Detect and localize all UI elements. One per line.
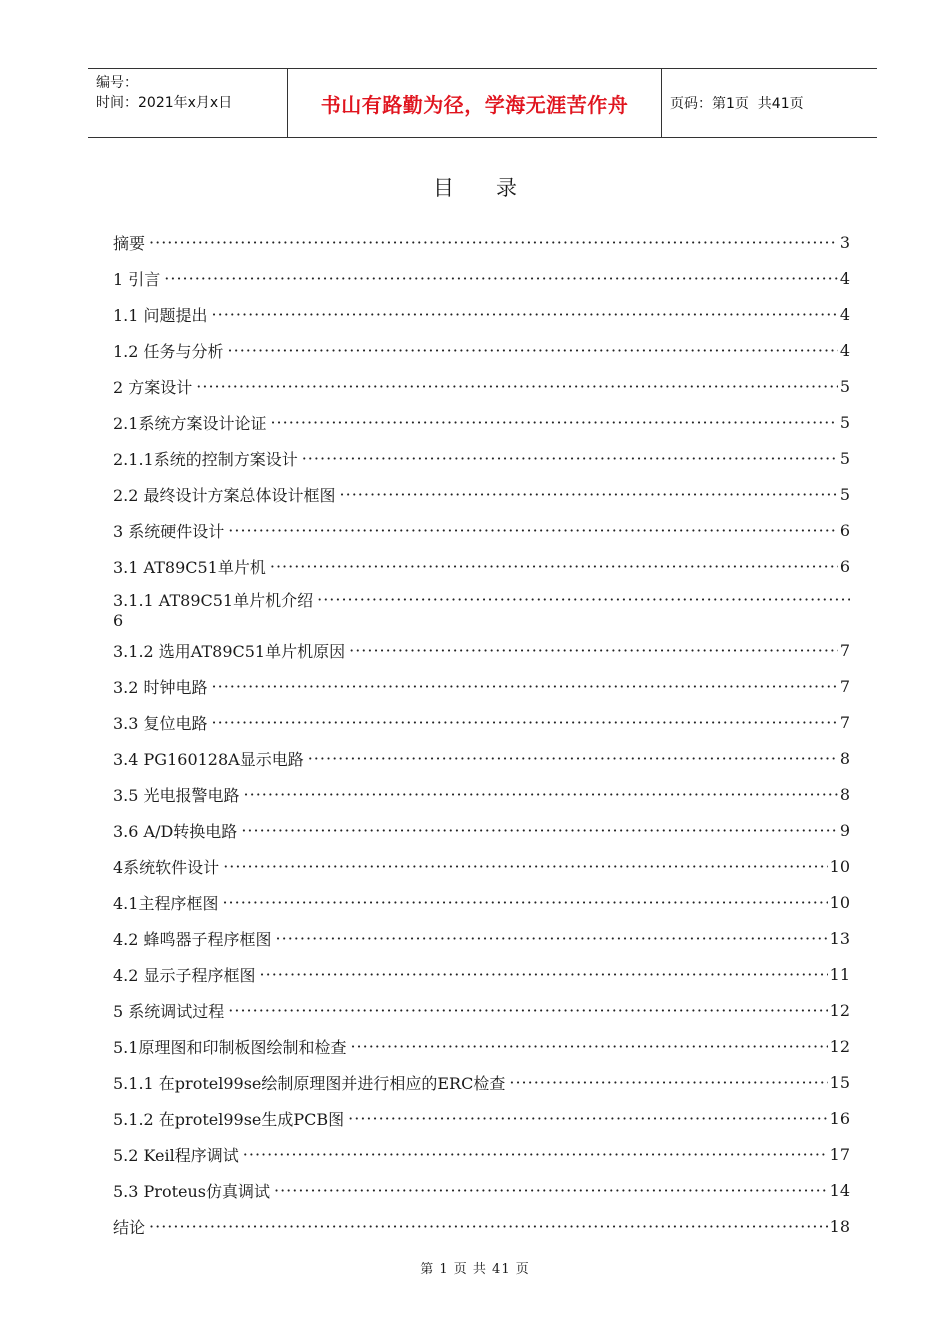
toc-entry[interactable] xyxy=(113,476,850,512)
toc-leader-dots xyxy=(340,485,838,504)
toc-entry-label: 4.2 蜂鸣器子程序框图 xyxy=(113,929,272,949)
toc-entry-page: 5 xyxy=(839,484,850,504)
toc-leader-dots xyxy=(244,785,838,804)
toc-entry-page: 13 xyxy=(829,928,850,948)
toc-entry[interactable] xyxy=(113,224,850,260)
header-table xyxy=(88,68,877,138)
toc-entry-page: 11 xyxy=(829,964,850,984)
toc-entry-label: 3.2 时钟电路 xyxy=(113,677,208,697)
toc-entry-label: 5.1.2 在protel99se生成PCB图 xyxy=(113,1109,345,1129)
toc-entry[interactable] xyxy=(113,956,850,992)
toc-leader-dots xyxy=(196,377,838,396)
toc-entry-page: 5 xyxy=(839,448,850,468)
toc-entry-page: 8 xyxy=(839,784,850,804)
toc-entry[interactable] xyxy=(113,1028,850,1064)
toc-entry-label: 5.1.1 在protel99se绘制原理图并进行相应的ERC检查 xyxy=(113,1073,506,1093)
toc-entry[interactable] xyxy=(113,776,850,812)
toc-entry-page: 10 xyxy=(829,856,850,876)
toc-entry[interactable] xyxy=(113,848,850,884)
toc-leader-dots xyxy=(228,341,838,360)
toc-entry-page: 4 xyxy=(839,304,850,324)
toc-entry-page: 16 xyxy=(829,1108,850,1128)
toc-entry-label: 2 方案设计 xyxy=(113,377,193,397)
table-of-contents xyxy=(113,224,850,1244)
toc-entry-label: 1.1 问题提出 xyxy=(113,305,208,325)
toc-entry[interactable] xyxy=(113,440,850,476)
toc-leader-dots xyxy=(349,641,838,660)
toc-entry-label: 2.1系统方案设计论证 xyxy=(113,413,267,433)
toc-leader-dots xyxy=(243,1145,828,1164)
toc-entry[interactable] xyxy=(113,368,850,404)
toc-leader-dots xyxy=(223,857,827,876)
toc-entry-label: 3 系统硬件设计 xyxy=(113,521,225,541)
header-motto: 书山有路勤为径，学海无涯苦作舟 xyxy=(320,92,629,117)
toc-entry-page: 15 xyxy=(829,1072,850,1092)
header-page-info: 页码：第1页 共41页 xyxy=(670,96,804,112)
toc-entry-page: 3 xyxy=(839,232,850,252)
toc-entry[interactable] xyxy=(113,668,850,704)
toc-leader-dots xyxy=(276,929,828,948)
toc-entry-page: 7 xyxy=(839,676,850,696)
toc-leader-dots xyxy=(212,305,838,324)
toc-entry[interactable] xyxy=(113,992,850,1028)
toc-leader-dots xyxy=(164,269,838,288)
toc-entry-label: 1 引言 xyxy=(113,269,161,289)
toc-entry-page: 18 xyxy=(829,1216,850,1236)
toc-entry-label: 3.5 光电报警电路 xyxy=(113,785,240,805)
toc-entry-label: 5 系统调试过程 xyxy=(113,1001,225,1021)
header-meta xyxy=(96,73,286,113)
toc-entry-page: 14 xyxy=(829,1180,850,1200)
toc-leader-dots xyxy=(317,590,850,609)
time-label: 时间：2021年x月x日 xyxy=(96,95,233,111)
toc-entry-page: 6 xyxy=(113,611,124,630)
toc-leader-dots xyxy=(302,449,838,468)
toc-entry-page: 10 xyxy=(829,892,850,912)
toc-entry-label: 5.2 Keil程序调试 xyxy=(113,1145,239,1165)
toc-entry[interactable] xyxy=(113,404,850,440)
toc-entry-page: 8 xyxy=(839,748,850,768)
toc-entry-label: 摘要 xyxy=(113,233,146,253)
toc-entry-label: 4.1主程序框图 xyxy=(113,893,219,913)
toc-entry[interactable] xyxy=(113,1064,850,1100)
toc-leader-dots xyxy=(149,233,838,252)
toc-entry-page: 9 xyxy=(839,820,850,840)
toc-entry[interactable] xyxy=(113,1172,850,1208)
toc-leader-dots xyxy=(509,1073,827,1092)
toc-entry-label: 5.3 Proteus仿真调试 xyxy=(113,1181,270,1201)
toc-entry[interactable] xyxy=(113,1208,850,1244)
toc-leader-dots xyxy=(222,893,827,912)
toc-entry-page: 5 xyxy=(839,376,850,396)
toc-entry-page: 4 xyxy=(839,268,850,288)
toc-leader-dots xyxy=(149,1217,828,1236)
toc-entry[interactable] xyxy=(113,632,850,668)
toc-leader-dots xyxy=(228,1001,827,1020)
toc-entry-label: 3.1.1 AT89C51单片机介绍 xyxy=(113,590,314,610)
toc-leader-dots xyxy=(212,713,838,732)
toc-leader-dots xyxy=(270,557,838,576)
toc-entry[interactable] xyxy=(113,260,850,296)
toc-leader-dots xyxy=(274,1181,828,1200)
toc-leader-dots xyxy=(260,965,828,984)
toc-entry[interactable] xyxy=(113,704,850,740)
toc-entry-label: 1.2 任务与分析 xyxy=(113,341,224,361)
toc-entry[interactable] xyxy=(113,920,850,956)
toc-leader-dots xyxy=(350,1037,827,1056)
header-divider xyxy=(661,69,662,137)
toc-entry-label: 4系统软件设计 xyxy=(113,857,220,877)
toc-leader-dots xyxy=(270,413,837,432)
toc-leader-dots xyxy=(241,821,838,840)
toc-entry[interactable] xyxy=(113,884,850,920)
toc-entry-page: 6 xyxy=(839,520,850,540)
toc-entry-page: 5 xyxy=(839,412,850,432)
toc-entry-label: 4.2 显示子程序框图 xyxy=(113,965,256,985)
toc-entry-label: 3.1 AT89C51单片机 xyxy=(113,557,266,577)
page-footer: 第 1 页 共 41 页 xyxy=(420,1262,530,1277)
toc-entry-page: 7 xyxy=(839,640,850,660)
toc-entry-label: 3.4 PG160128A显示电路 xyxy=(113,749,304,769)
toc-entry-label: 2.2 最终设计方案总体设计框图 xyxy=(113,485,336,505)
toc-entry[interactable] xyxy=(113,588,850,632)
toc-entry-label: 5.1原理图和印制板图绘制和检查 xyxy=(113,1037,347,1057)
toc-entry-page: 17 xyxy=(829,1144,850,1164)
toc-entry-label: 结论 xyxy=(113,1217,146,1237)
toc-entry[interactable] xyxy=(113,812,850,848)
toc-entry[interactable] xyxy=(113,332,850,368)
toc-leader-dots xyxy=(228,521,838,540)
toc-entry-page: 7 xyxy=(839,712,850,732)
toc-entry[interactable] xyxy=(113,1136,850,1172)
toc-leader-dots xyxy=(308,749,838,768)
toc-entry[interactable] xyxy=(113,1100,850,1136)
toc-entry-label: 3.1.2 选用AT89C51单片机原因 xyxy=(113,641,346,661)
toc-leader-dots xyxy=(212,677,838,696)
toc-entry-page: 6 xyxy=(839,556,850,576)
toc-entry[interactable] xyxy=(113,296,850,332)
toc-entry[interactable] xyxy=(113,740,850,776)
toc-entry-page: 4 xyxy=(839,340,850,360)
toc-entry-label: 3.6 A/D转换电路 xyxy=(113,821,238,841)
toc-entry[interactable] xyxy=(113,512,850,548)
page-title: 目录 xyxy=(433,176,559,200)
toc-entry-label: 2.1.1系统的控制方案设计 xyxy=(113,449,298,469)
toc-entry[interactable] xyxy=(113,548,850,584)
toc-entry-page: 12 xyxy=(829,1000,850,1020)
toc-entry-page: 12 xyxy=(829,1036,850,1056)
toc-entry-label: 3.3 复位电路 xyxy=(113,713,208,733)
number-label: 编号： xyxy=(96,75,138,91)
toc-leader-dots xyxy=(348,1109,827,1128)
